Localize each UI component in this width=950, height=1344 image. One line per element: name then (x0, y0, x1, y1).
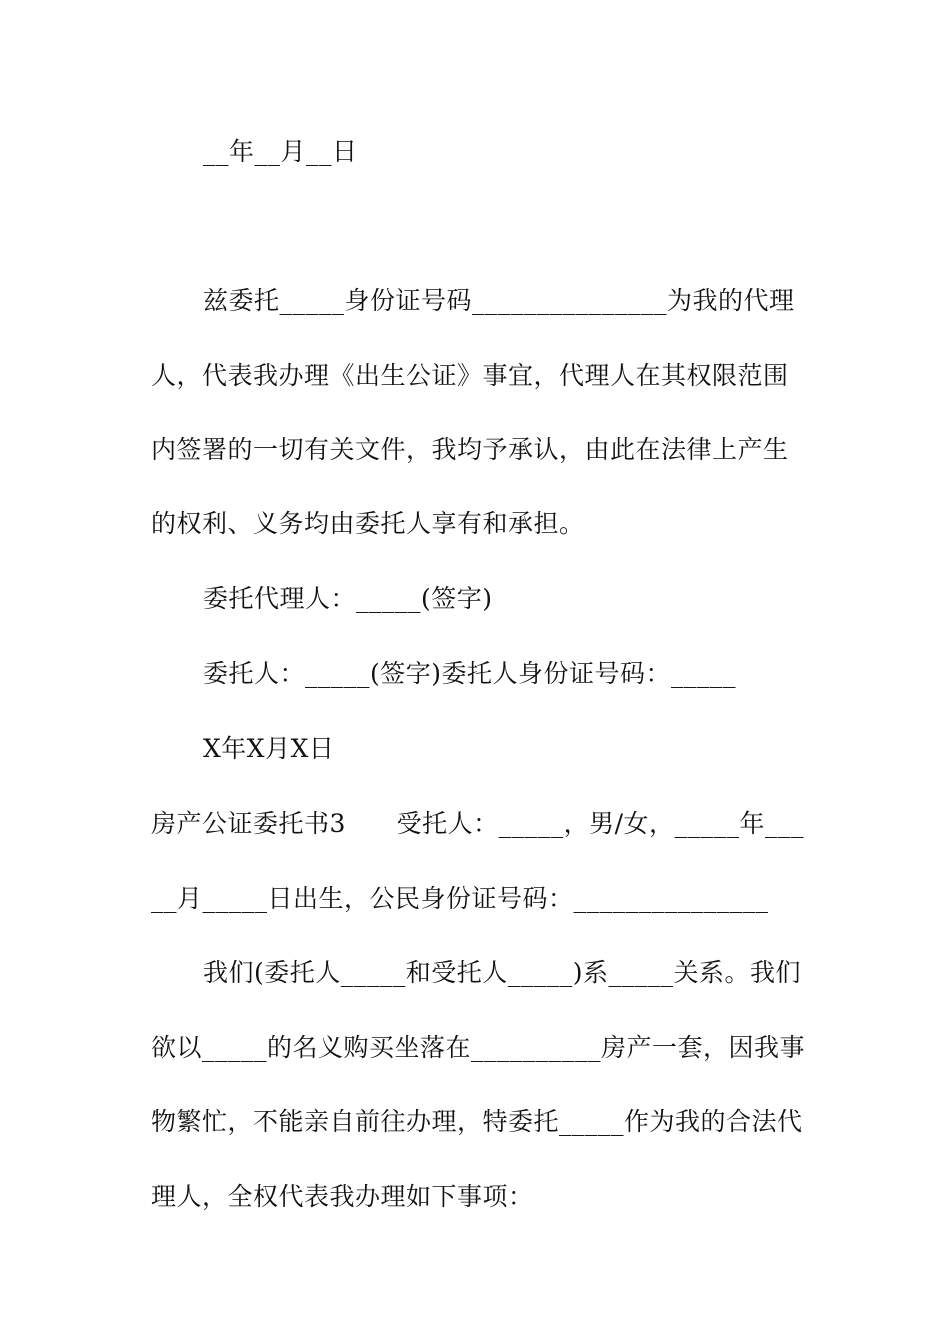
date-x-line: X年X月X日 (203, 734, 335, 763)
paragraph2-line-3: 物繁忙，不能亲自前往办理，特委托_____作为我的合法代 (151, 1107, 803, 1136)
paragraph1-line-3: 内签署的一切有关文件，我均予承认，由此在法律上产生 (151, 435, 789, 464)
paragraph2-line-1: 我们(委托人_____和受托人_____)系_____关系。我们 (203, 958, 802, 987)
principal-signature-line: 委托人：_____(签字)委托人身份证号码：_____ (203, 659, 737, 688)
paragraph2-line-4: 理人，全权代表我办理如下事项： (151, 1182, 534, 1211)
paragraph1-line-4: 的权利、义务均由委托人享有和承担。 (151, 509, 585, 538)
agent-signature-line: 委托代理人：_____(签字) (203, 584, 493, 613)
paragraph1-line-1: 兹委托_____身份证号码_______________为我的代理 (203, 286, 795, 315)
section3-line-1: 房产公证委托书3 受托人：_____，男/女，_____年___ (151, 809, 805, 838)
date-blank-line: __年__月__日 (203, 137, 358, 166)
paragraph2-line-2: 欲以_____的名义购买坐落在__________房产一套，因我事 (151, 1033, 806, 1062)
paragraph1-line-2: 人，代表我办理《出生公证》事宜，代理人在其权限范围 (151, 361, 789, 390)
section3-line-2: __月_____日出生，公民身份证号码：_______________ (151, 884, 769, 913)
